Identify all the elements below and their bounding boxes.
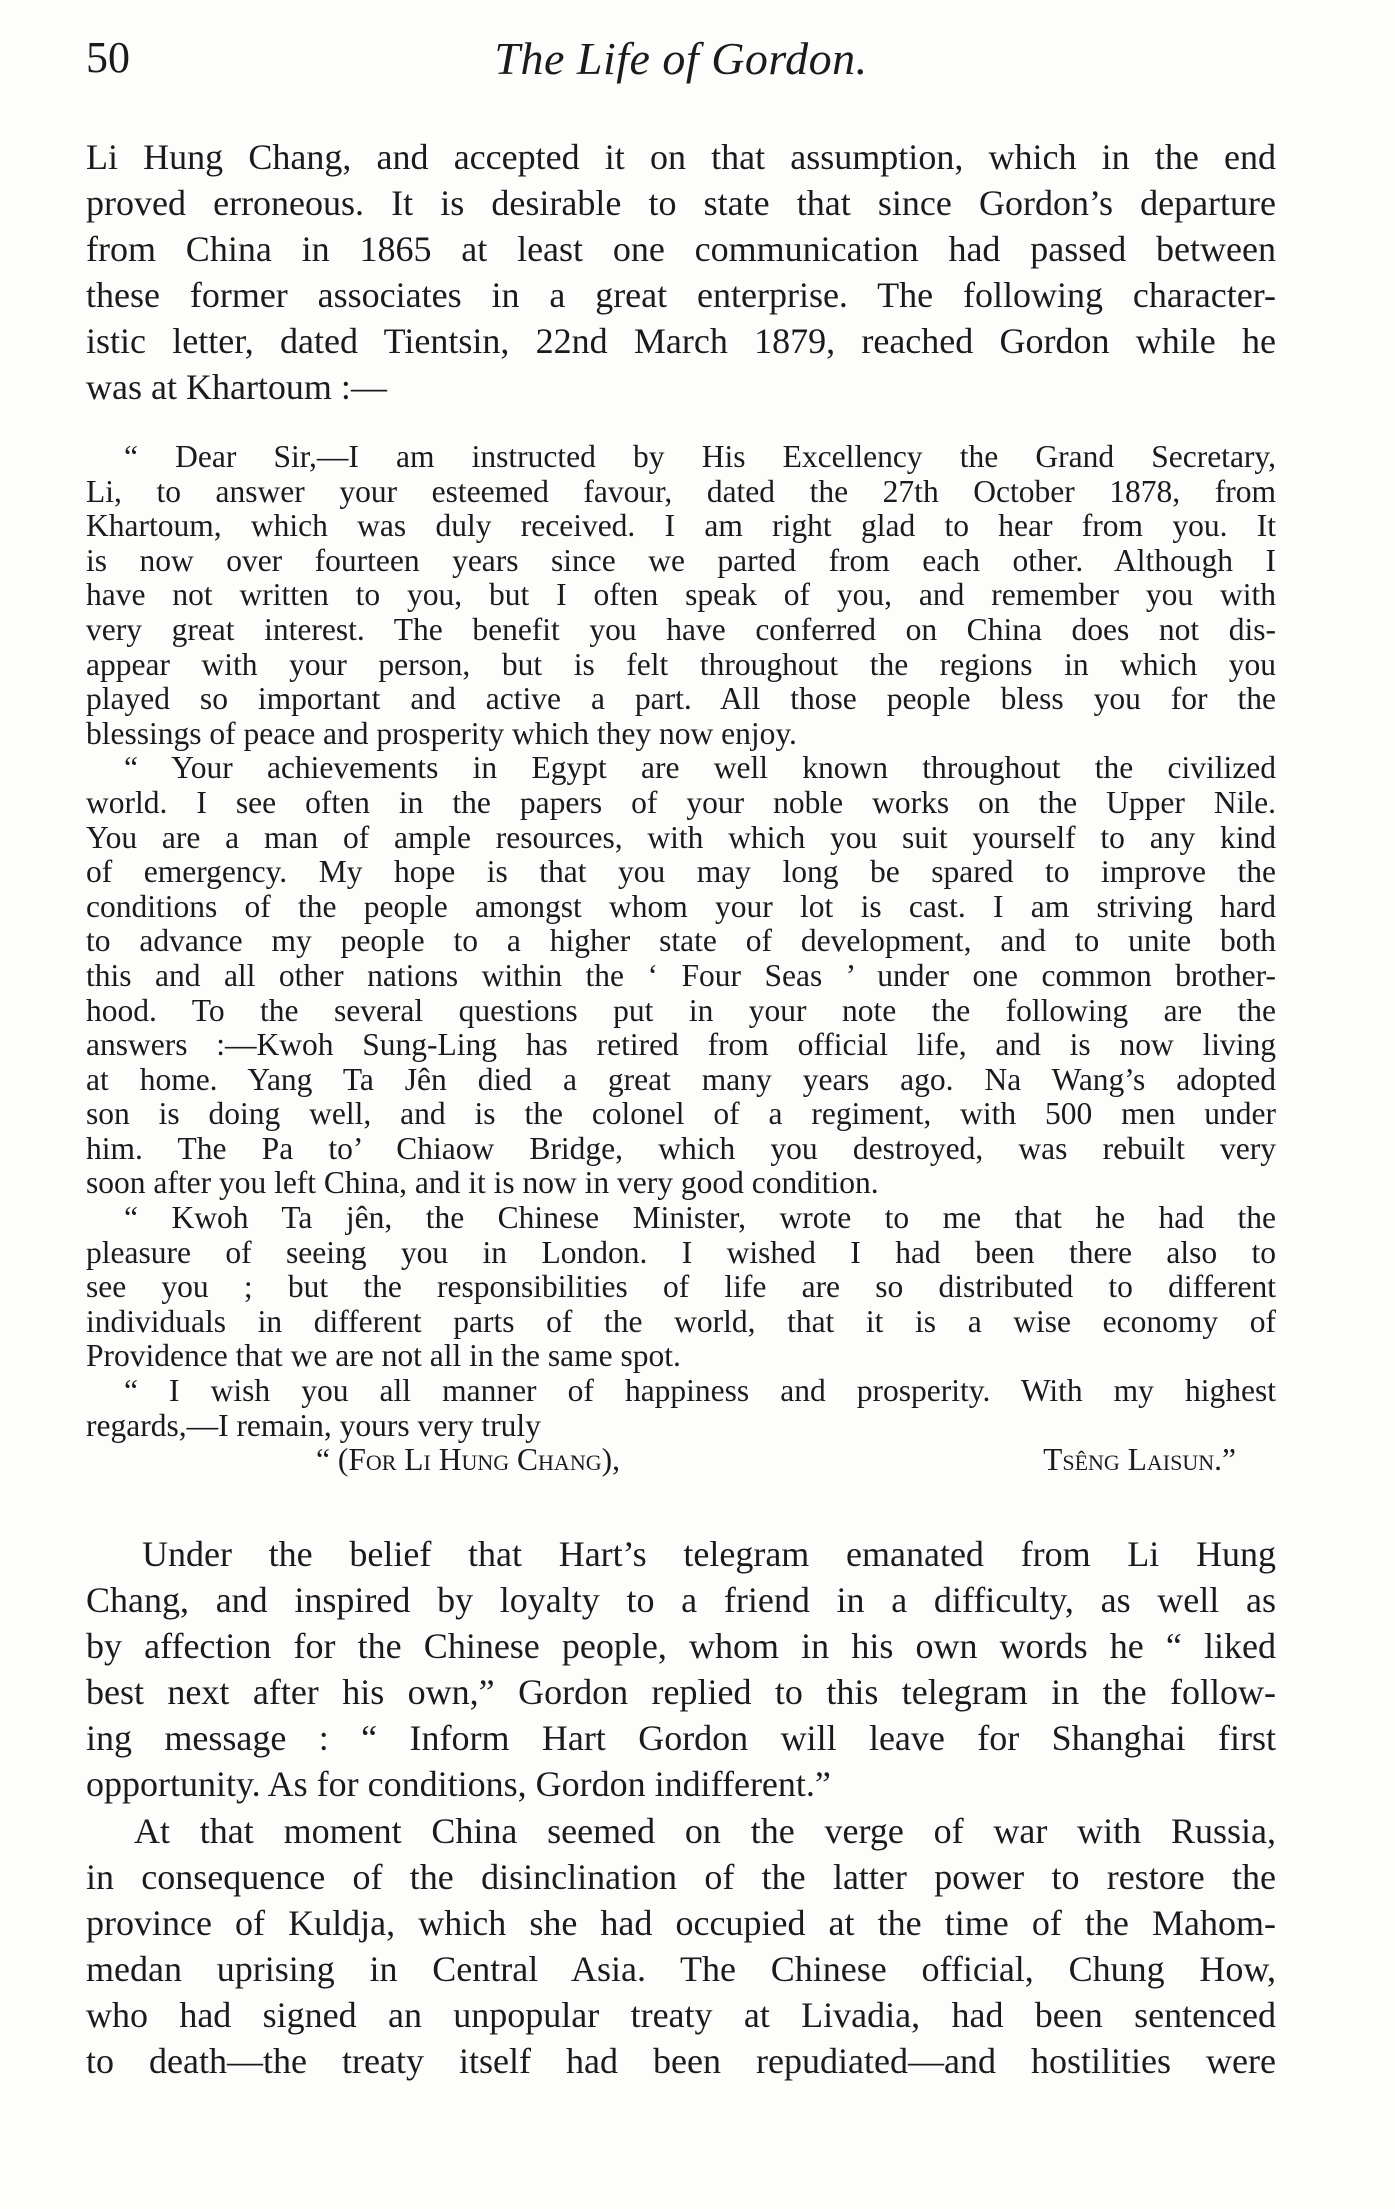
text-line: istic letter, dated Tientsin, 22nd March 1879, reached Gordon while he xyxy=(86,321,1276,361)
text-line: “ Dear Sir,—I am instructed by His Excellency the Grand Secretary, xyxy=(124,440,1276,474)
text-line: is now over fourteen years since we parted from each other. Although I xyxy=(86,543,1276,578)
text-line: very great interest. The benefit you have conferred on China does not dis- xyxy=(86,612,1276,647)
text-line: conditions of the people amongst whom your lot is cast. I am striving hard xyxy=(86,889,1276,924)
letter-paragraph xyxy=(86,440,1276,751)
text-line: medan uprising in Central Asia. The Chinese official, Chung How, xyxy=(86,1949,1276,1989)
text-line: him. The Pa to’ Chiaow Bridge, which you destroyed, was rebuilt very xyxy=(86,1131,1276,1166)
text-line: “ Your achievements in Egypt are well known throughout the civilized xyxy=(124,751,1276,786)
page-number: 50 xyxy=(86,33,130,82)
text-line: was at Khartoum :— xyxy=(86,367,387,407)
text-line: proved erroneous. It is desirable to state that since Gordon’s departure xyxy=(86,183,1276,223)
text-line: hood. To the several questions put in your note the following are the xyxy=(86,993,1276,1028)
text-line: Providence that we are not all in the same spot. xyxy=(86,1339,681,1374)
text-line: who had signed an unpopular treaty at Livadia, had been sentenced xyxy=(86,1995,1276,2035)
text-line: “ Kwoh Ta jên, the Chinese Minister, wrote to me that he had the xyxy=(124,1201,1276,1236)
text-line: soon after you left China, and it is now in very good condition. xyxy=(86,1166,879,1201)
quoted-letter xyxy=(86,440,1276,1478)
text-line: blessings of peace and prosperity which they now enjoy. xyxy=(86,716,797,751)
paragraph-intro xyxy=(86,134,1276,410)
text-line: by affection for the Chinese people, whom in his own words he “ liked xyxy=(86,1626,1276,1666)
page-header xyxy=(86,33,1276,106)
text-line: these former associates in a great enterprise. The following character- xyxy=(86,275,1276,315)
text-line: regards,—I remain, yours very truly xyxy=(86,1408,541,1443)
text-line: pleasure of seeing you in London. I wished I had been there also to xyxy=(86,1235,1276,1270)
text-line: of emergency. My hope is that you may long be spared to improve the xyxy=(86,855,1276,890)
text-line: ing message : “ Inform Hart Gordon will leave for Shanghai first xyxy=(86,1718,1276,1758)
text-line: At that moment China seemed on the verge of war with Russia, xyxy=(134,1811,1276,1851)
text-line: to death—the treaty itself had been repudiated—and hostilities were xyxy=(86,2041,1276,2081)
text-line: appear with your person, but is felt throughout the regions in which you xyxy=(86,647,1276,682)
signature-name: Tsêng Laisun.” xyxy=(1043,1442,1236,1478)
text-line: individuals in different parts of the world, that it is a wise economy of xyxy=(86,1304,1276,1339)
letter-paragraph xyxy=(86,751,1276,1201)
letter-paragraph xyxy=(86,1374,1276,1443)
paragraph-russia xyxy=(86,1808,1276,2084)
text-line: Chang, and inspired by loyalty to a friend in a difficulty, as well as xyxy=(86,1580,1276,1620)
text-line: world. I see often in the papers of your noble works on the Upper Nile. xyxy=(86,785,1276,820)
text-line: from China in 1865 at least one communication had passed between xyxy=(86,229,1276,269)
signature-on-behalf: “ (For Li Hung Chang), xyxy=(316,1442,620,1478)
text-line: Li, to answer your esteemed favour, dated the 27th October 1878, from xyxy=(86,474,1276,509)
running-title: The Life of Gordon. xyxy=(494,33,868,84)
text-line: Under the belief that Hart’s telegram emanated from Li Hung xyxy=(142,1534,1276,1574)
text-line: played so important and active a part. All those people bless you for the xyxy=(86,682,1276,717)
text-line: see you ; but the responsibilities of life are so distributed to different xyxy=(86,1270,1276,1305)
text-line: in consequence of the disinclination of the latter power to restore the xyxy=(86,1857,1276,1897)
text-line: son is doing well, and is the colonel of a regiment, with 500 men under xyxy=(86,1097,1276,1132)
text-line: “ I wish you all manner of happiness and prosperity. With my highest xyxy=(124,1374,1276,1409)
text-line: at home. Yang Ta Jên died a great many years ago. Na Wang’s adopted xyxy=(86,1062,1276,1097)
text-line: best next after his own,” Gordon replied to this telegram in the follow- xyxy=(86,1672,1276,1712)
text-line: to advance my people to a higher state of development, and to unite both xyxy=(86,924,1276,959)
text-line: Li Hung Chang, and accepted it on that assumption, which in the end xyxy=(86,137,1276,177)
letter-signature xyxy=(86,1443,1276,1478)
text-line: have not written to you, but I often speak of you, and remember you with xyxy=(86,578,1276,613)
text-line: answers :—Kwoh Sung-Ling has retired from official life, and is now living xyxy=(86,1028,1276,1063)
text-line: Khartoum, which was duly received. I am right glad to hear from you. It xyxy=(86,509,1276,544)
text-line: province of Kuldja, which she had occupied at the time of the Mahom- xyxy=(86,1903,1276,1943)
text-line: You are a man of ample resources, with which you suit yourself to any kind xyxy=(86,820,1276,855)
letter-paragraph xyxy=(86,1201,1276,1374)
paragraph-telegram xyxy=(86,1531,1276,1807)
text-line: this and all other nations within the ‘ Four Seas ’ under one common brother- xyxy=(86,958,1276,993)
text-line: opportunity. As for conditions, Gordon indifferent.” xyxy=(86,1764,831,1804)
